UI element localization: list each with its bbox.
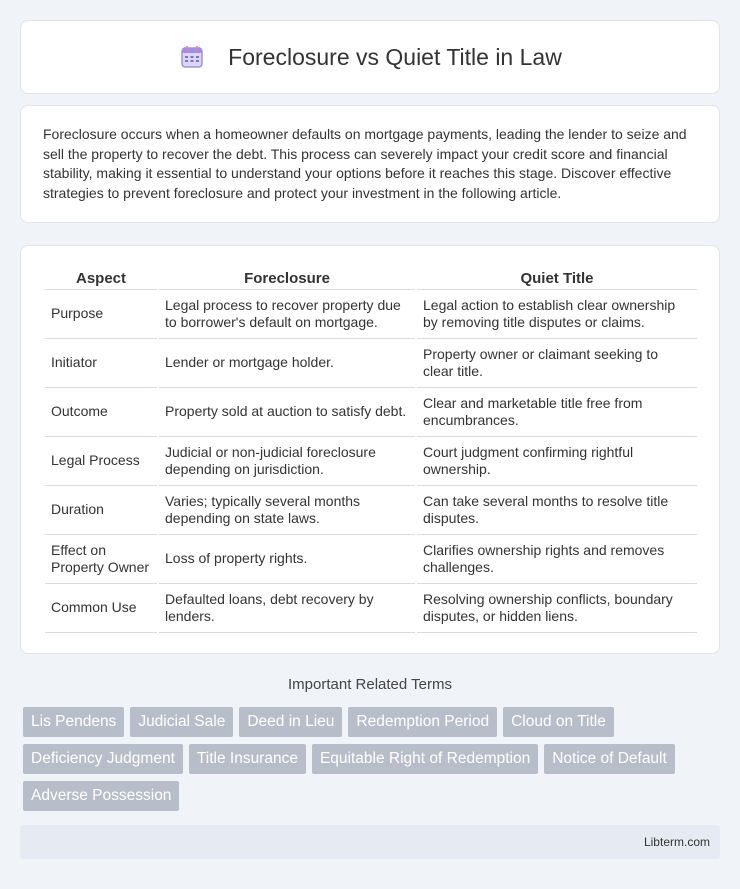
aspect-cell: Effect on Property Owner: [45, 535, 157, 584]
calendar-icon: [178, 43, 206, 71]
related-term-tag[interactable]: Deficiency Judgment: [23, 744, 183, 774]
comparison-table: [43, 264, 699, 633]
related-term-tag[interactable]: Equitable Right of Redemption: [312, 744, 538, 774]
related-term-tag[interactable]: Deed in Lieu: [239, 707, 342, 737]
header-foreclosure: Foreclosure: [159, 264, 415, 290]
table-row: [45, 437, 697, 486]
comparison-card: [20, 245, 720, 654]
related-term-tag[interactable]: Title Insurance: [189, 744, 306, 774]
related-terms-heading: Important Related Terms: [288, 676, 452, 693]
foreclosure-cell: Property sold at auction to satisfy debt.: [159, 388, 415, 437]
header-quiet-title: Quiet Title: [417, 264, 697, 290]
table-row: [45, 339, 697, 388]
aspect-cell: Purpose: [45, 290, 157, 339]
quiet-title-cell: Resolving ownership conflicts, boundary disputes, or hidden liens.: [417, 584, 697, 633]
header-card: [20, 20, 720, 94]
header-aspect: Aspect: [45, 264, 157, 290]
related-term-tag[interactable]: Lis Pendens: [23, 707, 124, 737]
table-row: [45, 290, 697, 339]
footer-site-link[interactable]: Libterm.com: [643, 835, 710, 849]
quiet-title-cell: Property owner or claimant seeking to clear title.: [417, 339, 697, 388]
table-row: [45, 535, 697, 584]
related-term-tag[interactable]: Redemption Period: [348, 707, 497, 737]
related-terms-list: [23, 707, 713, 818]
aspect-cell: Common Use: [45, 584, 157, 633]
table-row: [45, 388, 697, 437]
foreclosure-cell: Legal process to recover property due to borrower's default on mortgage.: [159, 290, 415, 339]
aspect-cell: Legal Process: [45, 437, 157, 486]
footer: [20, 825, 720, 859]
foreclosure-cell: Lender or mortgage holder.: [159, 339, 415, 388]
related-term-tag[interactable]: Judicial Sale: [130, 707, 233, 737]
foreclosure-cell: Defaulted loans, debt recovery by lenders.: [159, 584, 415, 633]
aspect-cell: Duration: [45, 486, 157, 535]
quiet-title-cell: Can take several months to resolve title disputes.: [417, 486, 697, 535]
intro-card: [20, 105, 720, 223]
related-term-tag[interactable]: Notice of Default: [544, 744, 675, 774]
intro-text: Foreclosure occurs when a homeowner defaults on mortgage payments, leading the lender to seize and sell the property to recover the debt. This process can severely impact your credit score and financial stability, making it essential to understand your options before it reaches this stage. Discover effective strategies to prevent foreclosure and protect your investment in the following article.: [43, 126, 687, 201]
related-term-tag[interactable]: Cloud on Title: [503, 707, 614, 737]
table-row: [45, 584, 697, 633]
quiet-title-cell: Clarifies ownership rights and removes challenges.: [417, 535, 697, 584]
aspect-cell: Initiator: [45, 339, 157, 388]
foreclosure-cell: Varies; typically several months depending on state laws.: [159, 486, 415, 535]
quiet-title-cell: Court judgment confirming rightful ownership.: [417, 437, 697, 486]
foreclosure-cell: Loss of property rights.: [159, 535, 415, 584]
foreclosure-cell: Judicial or non-judicial foreclosure depending on jurisdiction.: [159, 437, 415, 486]
quiet-title-cell: Clear and marketable title free from encumbrances.: [417, 388, 697, 437]
related-term-tag[interactable]: Adverse Possession: [23, 781, 179, 811]
table-header-row: [45, 264, 697, 290]
table-row: [45, 486, 697, 535]
aspect-cell: Outcome: [45, 388, 157, 437]
quiet-title-cell: Legal action to establish clear ownership by removing title disputes or claims.: [417, 290, 697, 339]
page-title: Foreclosure vs Quiet Title in Law: [228, 43, 562, 70]
